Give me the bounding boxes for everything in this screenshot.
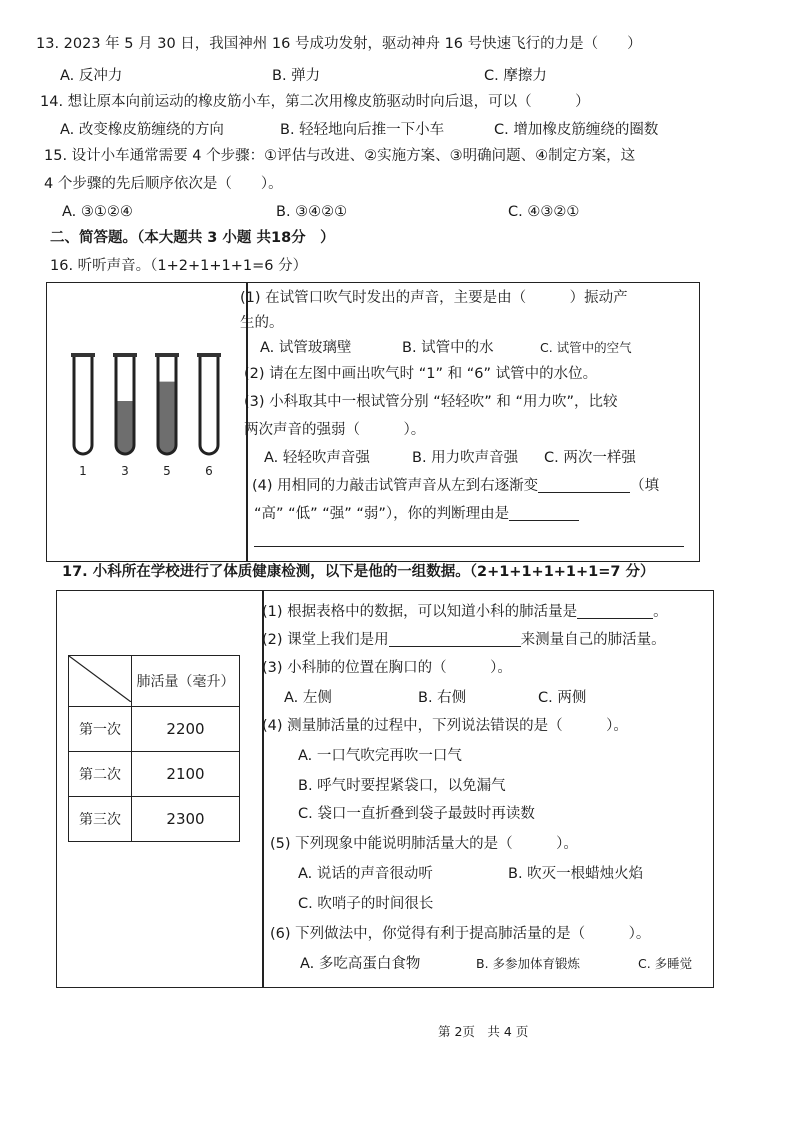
q14-option-b: B. 轻轻地向后推一下小车 [280,122,445,138]
row-label: 第一次 [69,707,132,752]
q16-p1-line1: (1) 在试管口吹气时发出的声音，主要是由（ ）振动产 [240,290,628,306]
q17-p6-option-a: A. 多吃高蛋白食物 [300,956,421,972]
q17-p5: (5) 下列现象中能说明肺活量大的是（ ）。 [270,836,578,852]
tube-rim [197,353,221,357]
table-row [69,707,240,752]
tube-label: 6 [205,464,213,478]
q17-p6-option-b: B. 多参加体育锻炼 [476,956,581,971]
q15-option-b: B. ③④②① [276,204,348,220]
page-footer: 第 2页 共 4 页 [438,1024,529,1039]
q13-stem: 13. 2023 年 5 月 30 日，我国神州 16 号成功发射，驱动神舟 16 号快速飞行的力是（ ） [36,36,642,52]
q14-option-a: A. 改变橡皮筋缠绕的方向 [60,122,224,138]
q17-p2-blank[interactable] [389,630,521,647]
q13-option-b: B. 弹力 [272,68,321,84]
q16-p1-option-b: B. 试管中的水 [402,340,494,356]
tube-water [158,382,176,454]
table-header: 肺活量（毫升） [132,656,240,707]
q13-option-a: A. 反冲力 [60,68,123,84]
q17-p6: (6) 下列做法中，你觉得有利于提高肺活量的是（ ）。 [270,926,651,942]
q16-p3-option-c: C. 两次一样强 [544,450,636,466]
q17-p1: (1) 根据表格中的数据，可以知道小科的肺活量是 。 [262,604,668,620]
q15-option-a: A. ③①②④ [62,204,133,220]
q17-p2: (2) 课堂上我们是用 来测量自己的肺活量。 [262,632,666,648]
diagonal-line [69,656,131,702]
q16-p4-line1: (4) 用相同的力敲击试管声音从左到右逐渐变 （填 [252,478,660,494]
q17-p5-option-b: B. 吹灭一根蜡烛火焰 [508,866,644,882]
q16-p1-option-a: A. 试管玻璃壁 [260,340,352,356]
q17-p4-option-a: A. 一口气吹完再吹一口气 [298,748,462,764]
q17-title: 17. 小科所在学校进行了体质健康检测，以下是他的一组数据。（2+1+1+1+1+1=7 分） [62,564,655,580]
q17-p3-option-c: C. 两侧 [538,690,587,706]
q17-p4-option-b: B. 呼气时要捏紧袋口，以免漏气 [298,778,506,794]
row-label: 第二次 [69,752,132,797]
test-tubes-figure [60,345,240,485]
test-tube[interactable] [200,357,218,454]
row-value: 2200 [132,707,240,752]
q14-stem: 14. 想让原本向前运动的橡皮筋小车，第二次用橡皮筋驱动时向后退，可以（ ） [40,94,590,110]
q13-option-c: C. 摩擦力 [484,68,547,84]
q15-stem-cont: 4 个步骤的先后顺序依次是（ ）。 [44,176,283,192]
q16-p3-line1: (3) 小科取其中一根试管分别 “轻轻吹” 和 “用力吹”，比较 [244,394,618,410]
q16-p2: (2) 请在左图中画出吹气时 “1” 和 “6” 试管中的水位。 [244,366,598,382]
tube-label: 5 [163,464,171,478]
tube-rim [71,353,95,357]
q16-p3-option-a: A. 轻轻吹声音强 [264,450,370,466]
row-value: 2100 [132,752,240,797]
q17-p3-option-a: A. 左侧 [284,690,332,706]
lung-capacity-table [68,655,240,842]
tube-rim [155,353,179,357]
table-row [69,752,240,797]
tube-water [116,401,134,454]
q17-p4-option-c: C. 袋口一直折叠到袋子最鼓时再读数 [298,806,535,822]
section-title: 二、简答题。（本大题共 3 小题 共18分 ） [50,230,335,246]
test-tube[interactable] [74,357,92,454]
q17-p5-option-a: A. 说话的声音很动听 [298,866,433,882]
q16-title: 16. 听听声音。（1+2+1+1+1=6 分） [50,258,308,274]
q15-stem: 15. 设计小车通常需要 4 个步骤：①评估与改进、②实施方案、③明确问题、④制定方案，这 [44,148,636,164]
q16-p4-reason-line[interactable] [254,546,684,547]
q17-p4: (4) 测量肺活量的过程中，下列说法错误的是（ ）。 [262,718,628,734]
q16-p1-option-c: C. 试管中的空气 [540,340,632,355]
tube-rim [113,353,137,357]
q17-p1-blank[interactable] [577,602,653,619]
q17-p3: (3) 小科肺的位置在胸口的（ ）。 [262,660,512,676]
q16-p3-option-b: B. 用力吹声音强 [412,450,519,466]
q16-p4-line2: “高” “低” “强” “弱”），你的判断理由是 [254,504,579,524]
q17-p3-option-b: B. 右侧 [418,690,467,706]
q15-option-c: C. ④③②① [508,204,580,220]
q17-p6-option-c: C. 多睡觉 [638,956,693,971]
tube-label: 1 [79,464,87,478]
q16-p3-line2: 两次声音的强弱（ ）。 [244,422,426,438]
q16-p1-line2: 生的。 [240,315,284,331]
row-label: 第三次 [69,797,132,842]
tube-label: 3 [121,464,129,478]
q16-p4-answer-blank[interactable] [538,476,630,493]
q17-p5-option-c: C. 吹哨子的时间很长 [298,896,434,912]
row-value: 2300 [132,797,240,842]
q14-option-c: C. 增加橡皮筋缠绕的圈数 [494,122,659,138]
q16-p4-reason-blank[interactable] [509,504,579,521]
table-row [69,797,240,842]
table-corner [69,656,132,707]
